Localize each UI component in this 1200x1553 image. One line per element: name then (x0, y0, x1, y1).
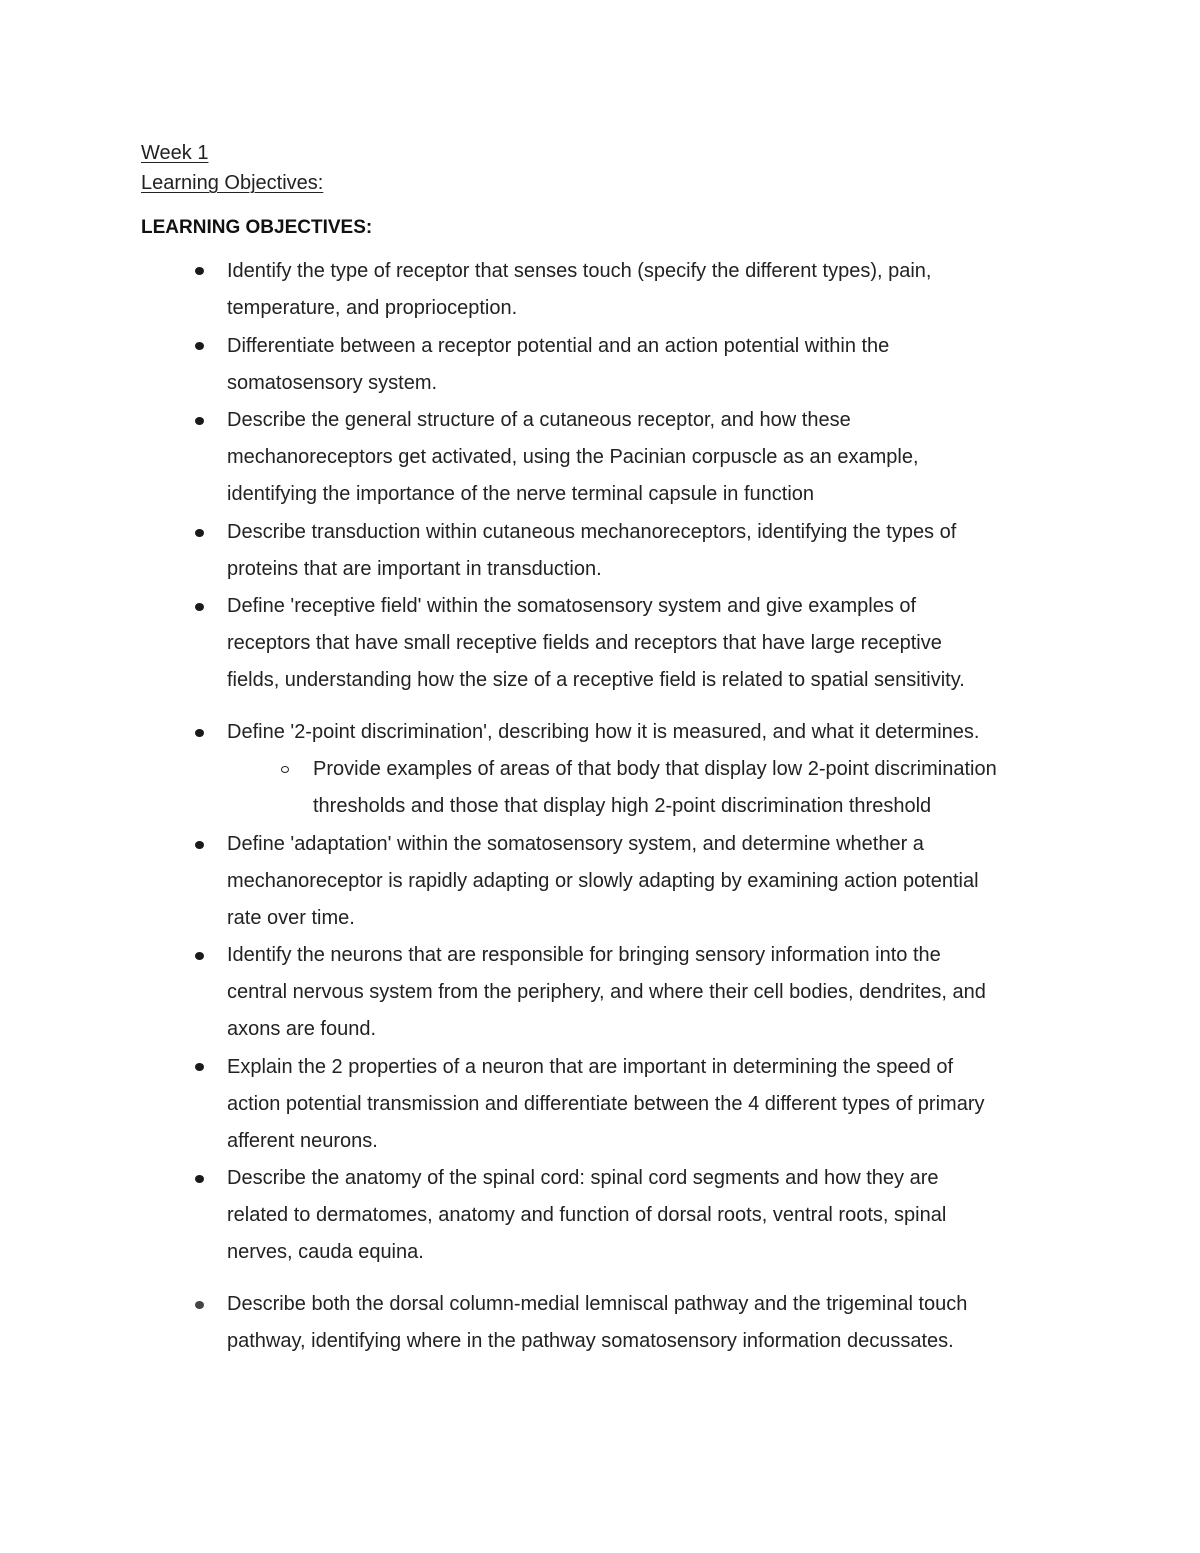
objective-item (227, 714, 1087, 751)
objective-sub-item (313, 751, 1073, 825)
bullet-icon (195, 952, 204, 960)
bullet-icon (195, 841, 204, 849)
objective-line: rate over time. (227, 907, 355, 929)
bullet-icon (195, 267, 204, 275)
objective-line: nerves, cauda equina. (227, 1241, 424, 1263)
objective-line: Describe both the dorsal column-medial lemniscal pathway and the trigeminal touch (227, 1293, 968, 1315)
objective-line: Describe transduction within cutaneous mechanoreceptors, identifying the types of (227, 521, 957, 543)
objective-item (227, 1049, 1087, 1160)
objective-line: mechanoreceptor is rapidly adapting or slowly adapting by examining action potential (227, 870, 979, 892)
bullet-icon (195, 729, 204, 737)
objective-line: somatosensory system. (227, 372, 438, 394)
objective-line: axons are found. (227, 1018, 376, 1040)
objective-line: receptors that have small receptive fields and receptors that have large receptive (227, 632, 942, 654)
objective-item (227, 1286, 1087, 1360)
bullet-icon (195, 1301, 204, 1309)
objective-line: proteins that are important in transduction. (227, 558, 602, 580)
objective-item (227, 402, 1087, 513)
bullet-icon (195, 529, 204, 537)
section-title: LEARNING OBJECTIVES: (141, 217, 373, 238)
objective-line: Differentiate between a receptor potential and an action potential within the (227, 335, 890, 357)
bullet-icon (195, 417, 204, 425)
objective-line: temperature, and proprioception. (227, 297, 518, 319)
objective-line: mechanoreceptors get activated, using the Pacinian corpuscle as an example, (227, 446, 919, 468)
objective-item (227, 937, 1087, 1048)
objective-line: Define 'receptive field' within the somatosensory system and give examples of (227, 595, 917, 617)
week-title[interactable]: Week 1 (141, 142, 209, 164)
objective-line: pathway, identifying where in the pathway somatosensory information decussates. (227, 1330, 954, 1352)
objective-item (227, 826, 1087, 937)
bullet-icon (195, 1063, 204, 1071)
objective-line: Describe the general structure of a cutaneous receptor, and how these (227, 409, 851, 431)
bullet-icon (195, 342, 204, 350)
objective-line: Identify the neurons that are responsible for bringing sensory information into the (227, 944, 941, 966)
objective-item (227, 588, 1087, 699)
objective-line: Define 'adaptation' within the somatosensory system, and determine whether a (227, 833, 924, 855)
sub-bullet-icon (281, 766, 289, 773)
bullet-icon (195, 603, 204, 611)
objective-line: action potential transmission and differentiate between the 4 different types of primary (227, 1093, 985, 1115)
objective-line: Explain the 2 properties of a neuron that are important in determining the speed of (227, 1056, 954, 1078)
objective-line: identifying the importance of the nerve terminal capsule in function (227, 483, 815, 505)
objective-line: related to dermatomes, anatomy and function of dorsal roots, ventral roots, spinal (227, 1204, 947, 1226)
objective-item (227, 253, 1087, 327)
objective-sub-line: thresholds and those that display high 2-point discrimination threshold (313, 795, 932, 817)
objective-item (227, 1160, 1087, 1271)
bullet-icon (195, 1175, 204, 1183)
objective-item (227, 514, 1087, 588)
objective-line: fields, understanding how the size of a receptive field is related to spatial sensitivity. (227, 669, 965, 691)
objective-line: central nervous system from the periphery, and where their cell bodies, dendrites, and (227, 981, 986, 1003)
objective-line: Identify the type of receptor that senses touch (specify the different types), pain, (227, 260, 932, 282)
objective-line: afferent neurons. (227, 1130, 378, 1152)
objective-line: Define '2-point discrimination', describing how it is measured, and what it determines. (227, 721, 980, 743)
learning-objectives-link[interactable]: Learning Objectives: (141, 172, 324, 194)
objective-sub-line: Provide examples of areas of that body that display low 2-point discrimination (313, 758, 997, 780)
objective-line: Describe the anatomy of the spinal cord: spinal cord segments and how they are (227, 1167, 939, 1189)
objective-item (227, 328, 1087, 402)
